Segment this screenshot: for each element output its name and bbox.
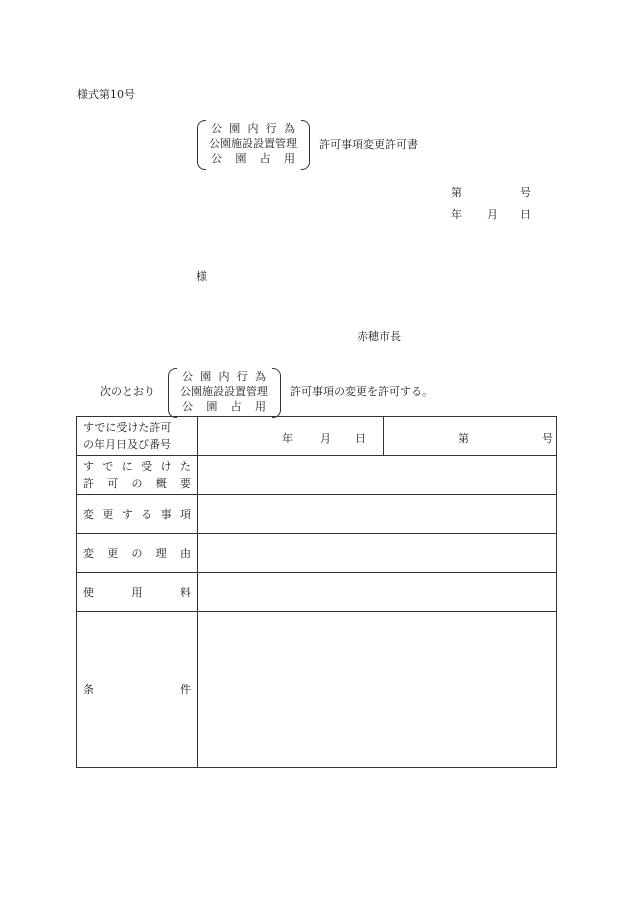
title-brace-group [197, 120, 309, 168]
usage-fee-cell[interactable] [198, 573, 557, 612]
label-usage-fee: 使 用 料 [77, 573, 198, 612]
label-prior-permit-date-number [77, 417, 198, 456]
prior-permit-number-cell[interactable] [384, 417, 557, 456]
char: 園 [206, 400, 218, 413]
change-reason-cell[interactable] [198, 534, 557, 573]
date-day: 日 [520, 208, 531, 221]
char: 公 [211, 122, 222, 135]
brace-option-occupancy [205, 151, 301, 166]
label-prior-permit-summary [77, 456, 198, 495]
char: 行 [265, 122, 277, 135]
char: 内 [247, 122, 259, 135]
intro-prefix: 次のとおり [100, 385, 155, 398]
intro-brace-group [168, 368, 280, 416]
text: 公園施設設置管理 [209, 137, 297, 150]
form-number: 様式第10号 [77, 88, 135, 101]
char: 園 [229, 122, 241, 135]
number-dai: 第 [451, 186, 462, 199]
char: 内 [218, 370, 230, 383]
table-row [77, 534, 557, 573]
brace-options [176, 369, 272, 414]
brace-option-park-act [176, 369, 272, 384]
addressee-suffix: 様 [196, 270, 207, 283]
permit-table [76, 416, 557, 768]
label-conditions: 条 件 [77, 612, 198, 768]
date-month: 月 [320, 432, 331, 445]
date-month: 月 [487, 208, 498, 221]
char: 占 [230, 400, 242, 413]
brace-option-occupancy [176, 399, 272, 414]
table-row [77, 573, 557, 612]
char: 行 [236, 370, 248, 383]
label-line: す で に 受 け た [83, 460, 191, 473]
char: 園 [200, 370, 212, 383]
char: 占 [259, 152, 271, 165]
table-row [77, 495, 557, 534]
char: 公 [182, 400, 193, 413]
char: 為 [284, 122, 295, 135]
label-line: の年月日及び番号 [83, 438, 171, 451]
char: 園 [235, 152, 247, 165]
right-brace [301, 120, 310, 170]
date-day: 日 [355, 432, 366, 445]
label-change-reason: 変 更 の 理 由 [77, 534, 198, 573]
table-row [77, 417, 557, 456]
document-title: 許可事項変更許可書 [319, 138, 418, 151]
prior-permit-date-cell[interactable] [198, 417, 384, 456]
table-row [77, 456, 557, 495]
label-line: すでに受けた許可 [83, 421, 172, 434]
label-line: 許 可 の 概 要 [83, 477, 191, 490]
brace-options [205, 121, 301, 166]
brace-option-facility [176, 384, 272, 399]
table-row [77, 612, 557, 768]
char: 為 [255, 370, 266, 383]
brace-option-facility [205, 136, 301, 151]
char: 用 [283, 152, 295, 165]
number-dai: 第 [458, 432, 469, 445]
date-year: 年 [451, 208, 462, 221]
char: 用 [254, 400, 266, 413]
prior-permit-summary-cell[interactable] [198, 456, 557, 495]
char: 公 [211, 152, 222, 165]
intro-suffix: 許可事項の変更を許可する。 [290, 385, 433, 398]
date-year: 年 [282, 432, 293, 445]
brace-option-park-act [205, 121, 301, 136]
text: 公園施設設置管理 [180, 385, 268, 398]
label-changed-items: 変 更 す る 事 項 [77, 495, 198, 534]
number-go: 号 [542, 432, 553, 445]
number-go: 号 [520, 186, 531, 199]
issuer: 赤穂市長 [357, 330, 401, 343]
char: 公 [182, 370, 193, 383]
changed-items-cell[interactable] [198, 495, 557, 534]
right-brace [272, 368, 281, 418]
conditions-cell[interactable] [198, 612, 557, 768]
